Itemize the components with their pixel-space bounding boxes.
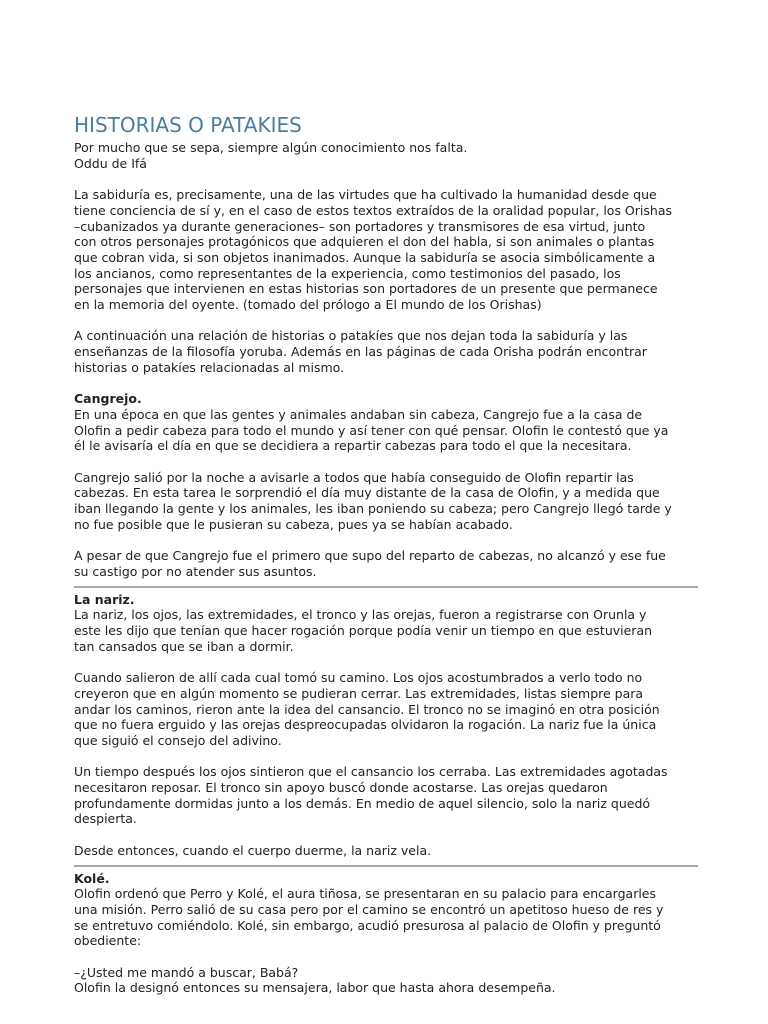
text-line: cabezas. En esta tarea le sorprendió el día muy distante de la casa de Olofin, y a medida que [74,485,660,501]
text-line: –cubanizados ya durante generaciones– son portadores y transmisores de esa virtud, junto [74,218,646,234]
text-line: Desde entonces, cuando el cuerpo duerme, la nariz vela. [74,842,432,858]
story-heading: Kolé. [74,870,110,886]
text-line: En una época en que las gentes y animales andaban sin cabeza, Cangrejo fue a la casa de [74,406,643,422]
text-line: se entretuvo comiéndolo. Kolé, sin embargo, acudió presurosa al palacio de Olofin y preguntó [74,917,661,933]
text-line: tan cansados que se iban a dormir. [74,638,294,654]
text-line: Un tiempo después los ojos sintieron que el cansancio los cerraba. Las extremidades agotadas [74,764,668,780]
intro-paragraph-2 [74,328,698,375]
text-line: A pesar de que Cangrejo fue el primero que supo del reparto de cabezas, no alcanzó y ese fue [74,548,666,564]
text-line: no fue posible que le pusieran su cabeza, pues ya se habían acabado. [74,516,513,532]
text-line: iban llegando la gente y los animales, les iban poniendo su cabeza; pero Cangrejo llegó tarde y [74,501,672,517]
text-line: creyeron que en algún momento se pudieran cerrar. Las extremidades, listas siempre para [74,685,644,701]
text-line: Olofin la designó entonces su mensajera, labor que hasta ahora desempeña. [74,980,556,996]
text-line: personajes que intervienen en estas historias son portadores de un presente que permanece [74,281,658,297]
epigraph-source: Oddu de Ifá [74,155,147,171]
text-line: su castigo por no atender sus asuntos. [74,563,317,579]
text-line: Olofin ordenó que Perro y Kolé, el aura tiñosa, se presentaran en su palacio para encargarles [74,886,657,902]
text-line: que no fuera erguido y las orejas despreocupadas olvidaron la rogación. La nariz fue la única [74,717,657,733]
text-line: historias o patakíes relacionadas al mismo. [74,359,345,375]
epigraph-quote: Por mucho que se sepa, siempre algún conocimiento nos falta. [74,140,468,155]
intro-paragraph-1 [74,187,698,313]
text-line: La sabiduría es, precisamente, una de las virtudes que ha cultivado la humanidad desde que [74,187,657,203]
text-line: Olofin a pedir cabeza para todo el mundo y así tener con qué pensar. Olofin le contestó que ya [74,422,669,438]
text-line: en la memoria del oyente. (tomado del prólogo a El mundo de los Orishas) [74,297,542,313]
text-line: A continuación una relación de historias o patakíes que nos dejan toda la sabiduría y las [74,328,628,344]
text-line: Cuando salieron de allí cada cual tomó su camino. Los ojos acostumbrados a verlo todo no [74,670,643,686]
story-heading: Cangrejo. [74,391,142,407]
page-title: HISTORIAS O PATAKIES [74,113,302,137]
text-line: este les dijo que tenían que hacer rogación porque podía venir un tiempo en que estuvieran [74,623,653,639]
story-kole [74,871,698,997]
document-page [74,110,698,996]
text-line: Cangrejo salió por la noche a avisarle a todos que había conseguido de Olofin repartir las [74,469,634,485]
story-heading: La nariz. [74,591,135,607]
story-la-nariz [74,592,698,859]
text-line: necesitaron reposar. El tronco sin apoyo buscó donde acostarse. Las orejas quedaron [74,780,608,796]
text-line: que cobran vida, si son objetos inanimados. Aunque la sabiduría se asocia simbólicamente a [74,249,656,265]
text-line: que siguió el consejo del adivino. [74,732,282,748]
text-line: tiene conciencia de sí y, en el caso de estos textos extraídos de la oralidad popular, los Orishas [74,202,672,218]
section-divider [74,865,698,867]
text-line: La nariz, los ojos, las extremidades, el tronco y las orejas, fueron a registrarse con Orunla y [74,607,647,623]
text-line: enseñanzas de la filosofía yoruba. Además en las páginas de cada Orisha podrán encontrar [74,344,647,360]
section-divider [74,586,698,588]
text-line: –¿Usted me mandó a buscar, Babá? [74,964,299,980]
text-line: con otros personajes protagónicos que adquieren el don del habla, si son animales o plantas [74,234,655,250]
text-line: los ancianos, como representantes de la experiencia, como testimonios del pasado, los [74,265,621,281]
text-line: él le avisaría el día en que se decidiera a repartir cabezas para todo el que la necesitara. [74,438,632,454]
story-cangrejo [74,391,698,579]
text-line: despierta. [74,811,137,827]
text-line: profundamente dormidas junto a los demás. En medio de aquel silencio, solo la nariz quedó [74,795,651,811]
text-line: una misión. Perro salió de su casa pero por el camino se encontró un apetitoso hueso de res y [74,901,664,917]
text-line: obediente: [74,933,142,949]
epigraph [74,140,698,171]
text-line: andar los caminos, rieron ante la idea del cansancio. El tronco no se imaginó en otra posición [74,701,660,717]
